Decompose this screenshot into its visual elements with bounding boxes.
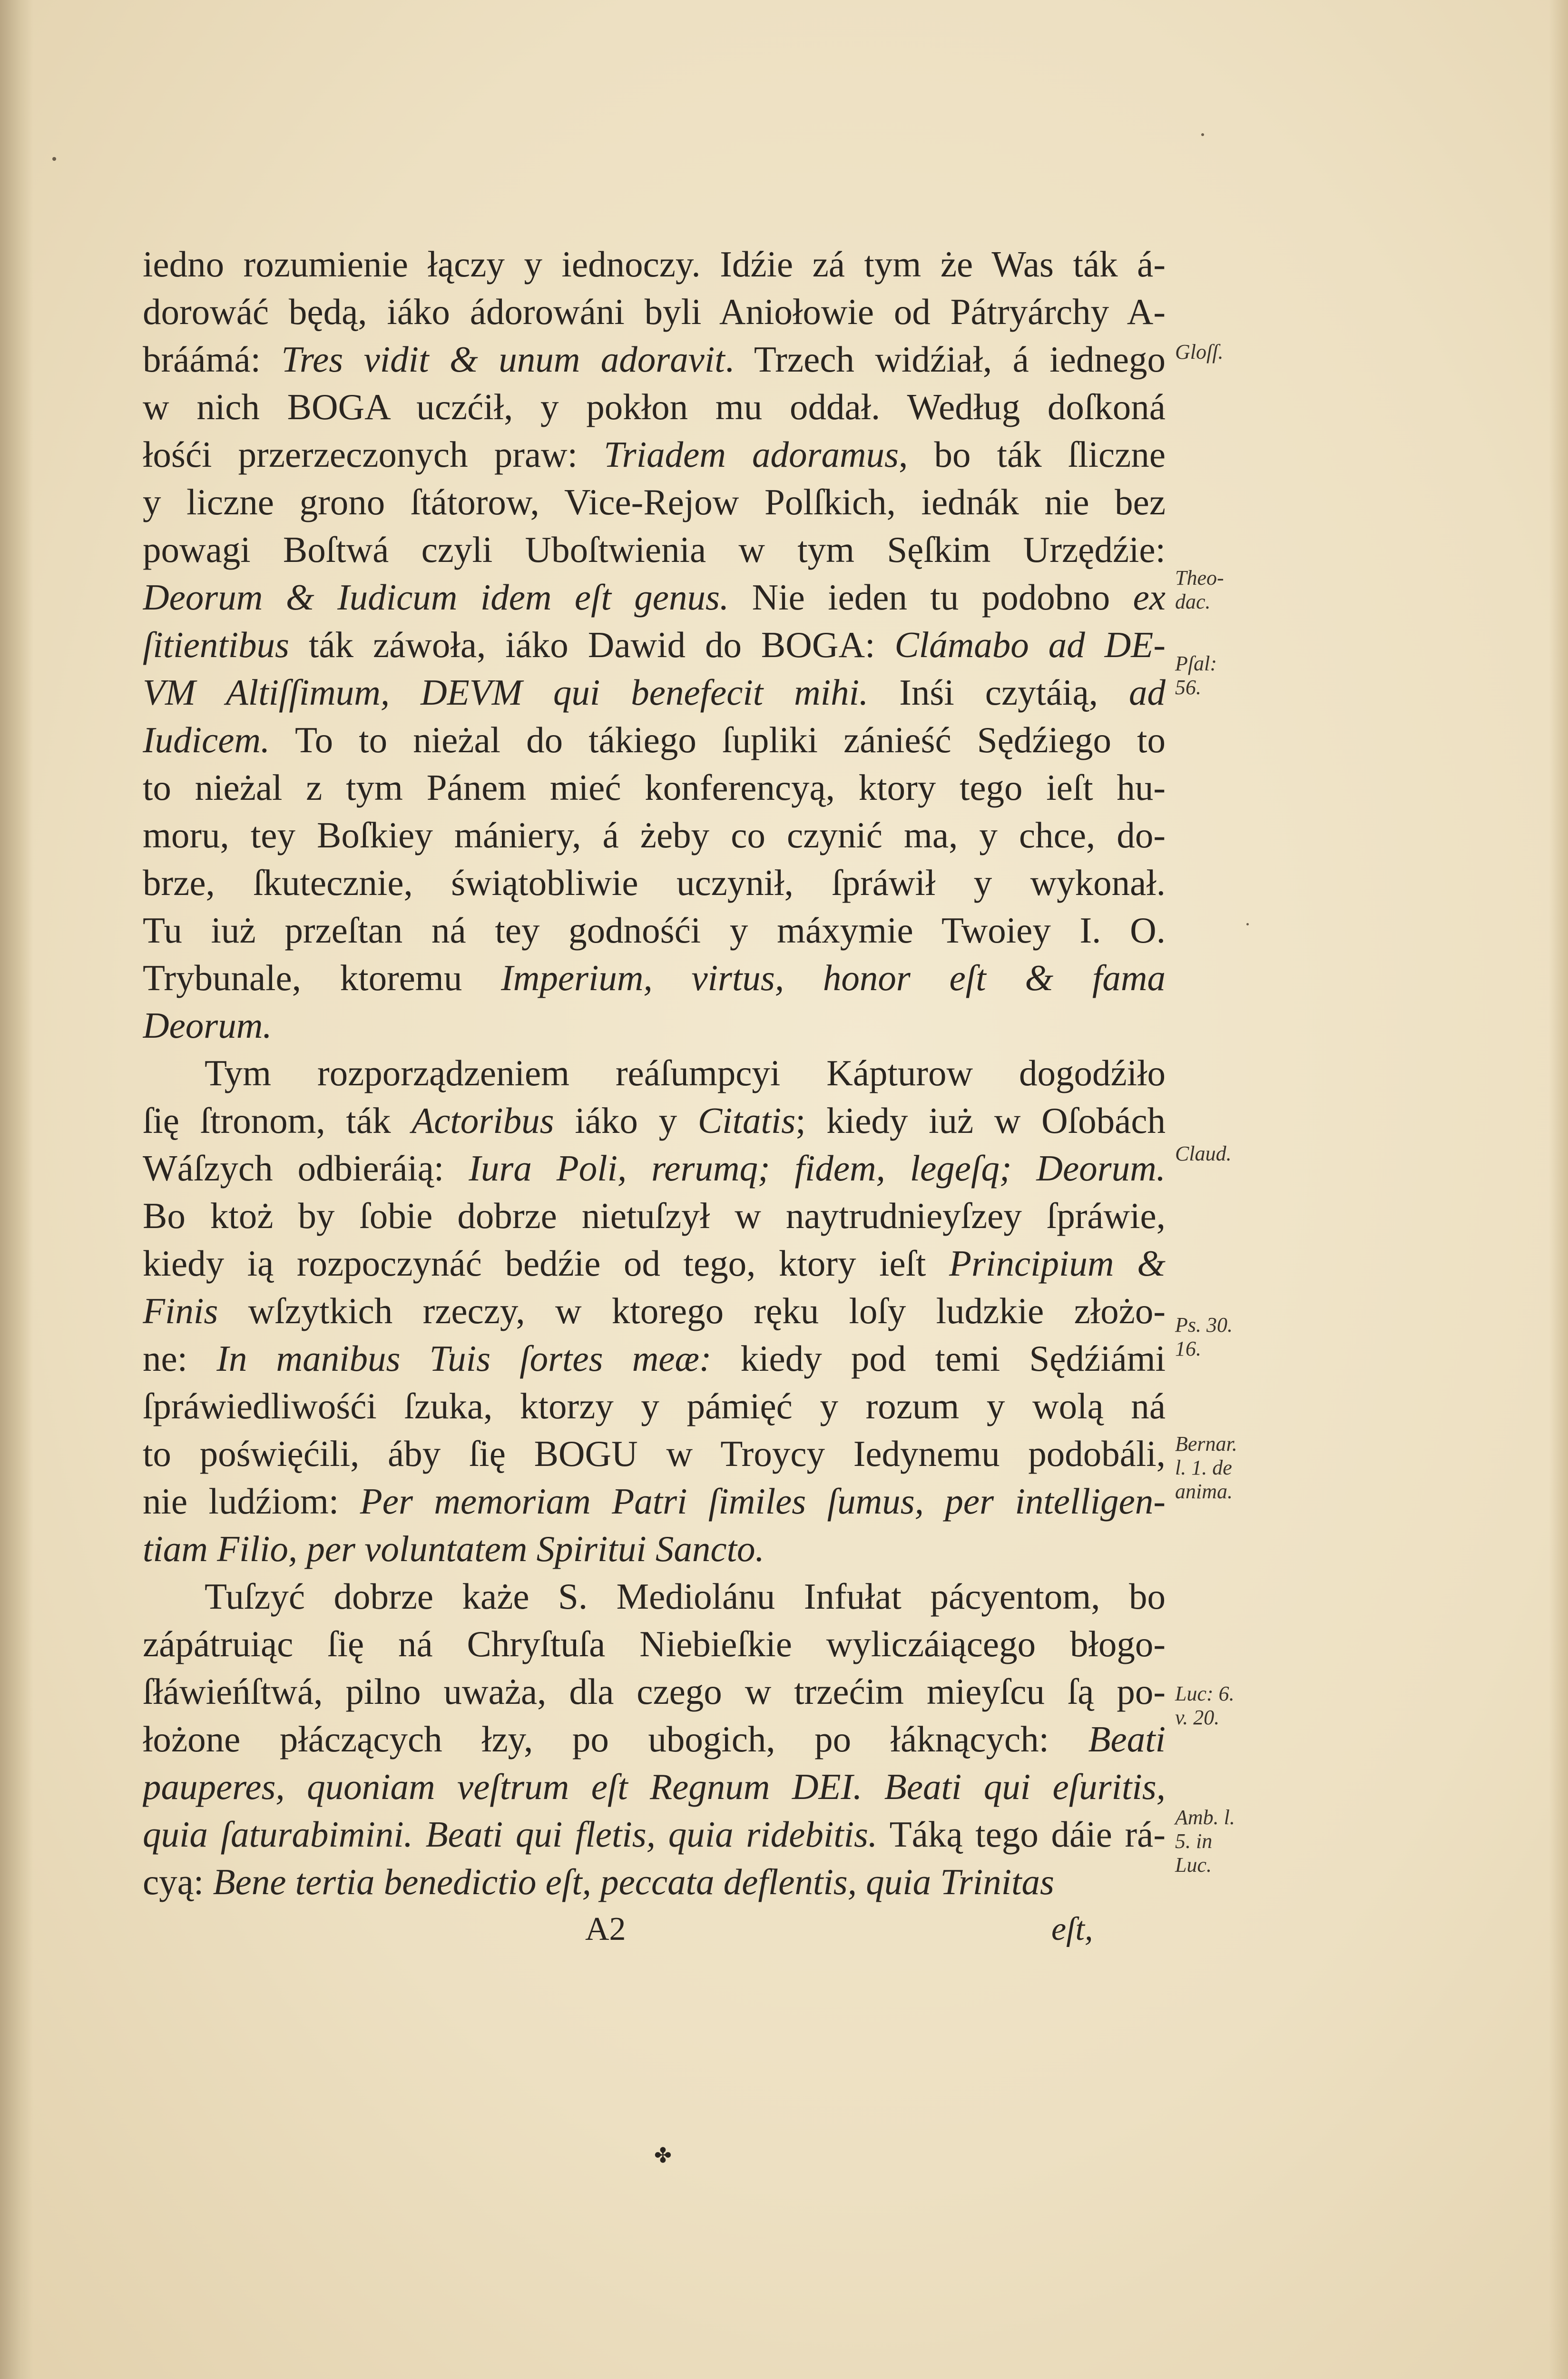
text-line — [143, 954, 1166, 1002]
text-segment: Tuſzyć dobrze każe S. Mediolánu Infułat pácyentom, bo — [205, 1576, 1166, 1617]
main-text-block — [143, 240, 1166, 1906]
margin-note-psalm — [1175, 652, 1270, 699]
latin-quote: Tres vidit & unum adoravit — [281, 339, 725, 380]
page-edge — [1549, 0, 1568, 2379]
margin-note-line: Bernar. — [1175, 1432, 1237, 1455]
latin-quote: quia ſaturabimini. Beati qui fletis, quia ridebitis. — [143, 1814, 878, 1855]
text-line — [143, 764, 1166, 811]
text-line — [143, 335, 1166, 383]
text-segment: dorowáć będą, iáko ádorowáni byli Aniołowie od Pátryárchy A- — [143, 291, 1166, 332]
text-segment: ſłáwieńſtwá, pilno uważa, dla czego w trzećim mieyſcu ſą po- — [143, 1671, 1166, 1712]
text-line — [143, 1382, 1166, 1430]
text-segment: bráámá: — [143, 339, 282, 380]
text-line — [143, 1858, 1166, 1906]
text-line — [143, 1239, 1166, 1287]
ink-speck — [52, 157, 56, 161]
text-segment: Wáſzych odbieráią: — [143, 1148, 469, 1189]
text-line — [143, 1573, 1166, 1620]
text-segment: cyą: — [143, 1861, 213, 1902]
margin-note-line: Luc: 6. — [1175, 1682, 1235, 1705]
text-line — [143, 240, 1166, 288]
margin-note-claud — [1175, 1142, 1270, 1166]
margin-note-ambrose — [1175, 1806, 1270, 1877]
latin-quote: Iura Poli, rerumq; fidem, legeſq; Deorum. — [469, 1148, 1166, 1189]
latin-quote: Principium & — [949, 1243, 1166, 1284]
text-line — [143, 1002, 1166, 1049]
ink-speck — [1246, 923, 1249, 925]
text-segment: nie ludźiom: — [143, 1481, 360, 1522]
text-segment: wſzytkich rzeczy, w ktorego ręku loſy ludzkie złożo- — [218, 1290, 1166, 1331]
text-segment: Inśi czytáią, — [868, 672, 1129, 713]
latin-quote: ad — [1129, 672, 1166, 713]
text-line — [143, 1525, 1166, 1573]
latin-quote: Deorum. — [143, 1005, 272, 1046]
paragraph — [143, 240, 1166, 1049]
text-line — [143, 1620, 1166, 1668]
text-line — [143, 906, 1166, 954]
text-line — [143, 288, 1166, 335]
text-segment: to poświęćili, áby ſię BOGU w Troycy Iedynemu podobáli, — [143, 1433, 1166, 1474]
text-line — [143, 1715, 1166, 1763]
text-line — [143, 431, 1166, 478]
text-line — [143, 1810, 1166, 1858]
text-segment: kiedy ią rozpoczynáć bedźie od tego, ktory ieſt — [143, 1243, 950, 1284]
text-line — [143, 716, 1166, 764]
latin-quote: pauperes, quoniam veſtrum eſt Regnum DEI. Beati qui eſuritis, — [143, 1766, 1166, 1807]
text-segment: zápátruiąc ſię ná Chryſtuſa Niebieſkie wyliczáiącego błogo- — [143, 1623, 1166, 1664]
text-segment: . Trzech widźiał, á iednego — [725, 339, 1166, 380]
latin-quote: Finis — [143, 1290, 218, 1331]
text-segment: y liczne grono ſtátorow, Vice-Rejow Polſkich, iednák nie bez — [143, 482, 1166, 522]
text-line — [143, 1335, 1166, 1382]
text-line — [143, 383, 1166, 431]
margin-note-line: dac. — [1175, 590, 1211, 613]
margin-note-theodac — [1175, 566, 1270, 614]
ink-speck — [1201, 133, 1204, 136]
paragraph — [143, 1049, 1166, 1573]
margin-note-line: Ps. 30. — [1175, 1313, 1233, 1337]
latin-quote: In manibus Tuis ſortes meæ: — [216, 1338, 712, 1379]
text-line — [143, 1287, 1166, 1335]
text-segment: w nich BOGA uczćił, y pokłon mu oddał. Według doſkoná — [143, 386, 1166, 427]
text-segment: to nieżal z tym Pánem mieć konferencyą, ktory tego ieſt hu- — [143, 767, 1166, 808]
text-segment: iedno rozumienie łączy y iednoczy. Idźie zá tym że Was ták á- — [143, 244, 1166, 285]
margin-note-line: 16. — [1175, 1337, 1201, 1360]
text-line — [143, 1097, 1166, 1144]
text-segment: Tu iuż przeſtan ná tey godnośći y máxymie Twoiey I. O. — [143, 910, 1166, 951]
text-segment: kiedy pod temi Sędźiámi — [711, 1338, 1166, 1379]
margin-note-bernard — [1175, 1432, 1270, 1504]
text-line — [143, 1192, 1166, 1239]
latin-quote: Actoribus — [412, 1100, 554, 1141]
margin-note-luke — [1175, 1682, 1270, 1730]
text-segment: Tym rozporządzeniem reáſumpcyi Kápturow dogodźiło — [205, 1052, 1166, 1093]
text-segment: ſię ſtronom, ták — [143, 1100, 412, 1141]
latin-quote: ſitientibus — [143, 624, 289, 665]
text-segment: ſpráwiedliwośći ſzuka, ktorzy y pámięć y rozum y wolą ná — [143, 1386, 1166, 1426]
text-line — [143, 1763, 1166, 1810]
latin-quote: VM Altiſſimum, DEVM qui benefecit mihi. — [143, 672, 869, 713]
text-segment: iáko y — [554, 1100, 698, 1141]
text-line — [143, 1430, 1166, 1477]
latin-quote: Beati — [1088, 1719, 1166, 1760]
margin-note-line: Pſal: — [1175, 652, 1217, 675]
margin-note-line: Luc. — [1175, 1853, 1212, 1877]
text-segment: To to nieżal do tákiego ſupliki zánieść Sędźiego to — [270, 719, 1166, 760]
text-segment: łożone płáczących łzy, po ubogich, po łáknących: — [143, 1719, 1088, 1760]
latin-quote: Triadem adoramus — [604, 434, 899, 475]
text-segment: , bo ták ſliczne — [899, 434, 1166, 475]
text-line — [143, 1144, 1166, 1192]
text-line — [143, 859, 1166, 906]
margin-note-line: v. 20. — [1175, 1706, 1220, 1729]
latin-quote: tiam Filio, per voluntatem Spiritui Sancto. — [143, 1528, 764, 1569]
text-line — [143, 526, 1166, 573]
margin-note-gloss — [1175, 340, 1270, 364]
margin-note-ps30 — [1175, 1313, 1270, 1361]
ornament-icon: ✤ — [654, 2144, 672, 2167]
margin-note-line: Claud. — [1175, 1142, 1232, 1165]
text-line — [143, 668, 1166, 716]
text-line — [143, 1477, 1166, 1525]
latin-quote: Imperium, virtus, honor eſt & fama — [501, 957, 1166, 998]
text-line — [143, 811, 1166, 859]
margin-note-line: 5. in — [1175, 1829, 1213, 1853]
margin-note-line: anima. — [1175, 1480, 1233, 1503]
text-segment: ták záwoła, iáko Dawid do BOGA: — [289, 624, 895, 665]
margin-note-line: Theo- — [1175, 566, 1224, 590]
text-segment: Trybunale, ktoremu — [143, 957, 501, 998]
text-segment: brze, ſkutecznie, świątobliwie uczynił, ſpráwił y wykonał. — [143, 862, 1166, 903]
latin-quote: Deorum & Iudicum idem eſt genus. — [143, 577, 729, 618]
catchword: eſt, — [1051, 1911, 1093, 1947]
paragraph — [143, 1573, 1166, 1906]
text-segment: powagi Boſtwá czyli Uboſtwienia w tym Sęſkim Urzędźie: — [143, 529, 1166, 570]
margin-note-line: l. 1. de — [1175, 1456, 1232, 1479]
latin-quote: Citatis — [697, 1100, 796, 1141]
text-segment: ne: — [143, 1338, 217, 1379]
latin-quote: Bene tertia benedictio eſt, peccata deflentis, quia Trinitas — [213, 1861, 1055, 1902]
text-segment: łośći przerzeczonych praw: — [143, 434, 604, 475]
binding-gutter — [0, 0, 33, 2379]
text-line — [143, 573, 1166, 621]
text-line — [143, 1049, 1166, 1097]
text-segment: Nie ieden tu podobno — [729, 577, 1133, 618]
text-segment: Táką tego dáie rá- — [877, 1814, 1166, 1855]
text-segment: ; kiedy iuż w Oſobách — [795, 1100, 1166, 1141]
text-segment: moru, tey Boſkiey mániery, á żeby co czynić ma, y chce, do- — [143, 815, 1166, 855]
margin-note-line: Amb. l. — [1175, 1806, 1235, 1829]
text-segment: Bo ktoż by ſobie dobrze nietuſzył w naytrudnieyſzey ſpráwie, — [143, 1195, 1166, 1236]
text-line — [143, 621, 1166, 668]
latin-quote: Per memoriam Patri ſimiles ſumus, per intelligen- — [360, 1481, 1166, 1522]
margin-note-line: Gloſſ. — [1175, 340, 1224, 364]
signature-mark: A2 — [585, 1911, 626, 1947]
latin-quote: Iudicem. — [143, 719, 270, 760]
margin-note-line: 56. — [1175, 676, 1201, 699]
text-line — [143, 478, 1166, 526]
latin-quote: Clámabo ad DE- — [894, 624, 1166, 665]
latin-quote: ex — [1133, 577, 1166, 618]
text-line — [143, 1668, 1166, 1715]
